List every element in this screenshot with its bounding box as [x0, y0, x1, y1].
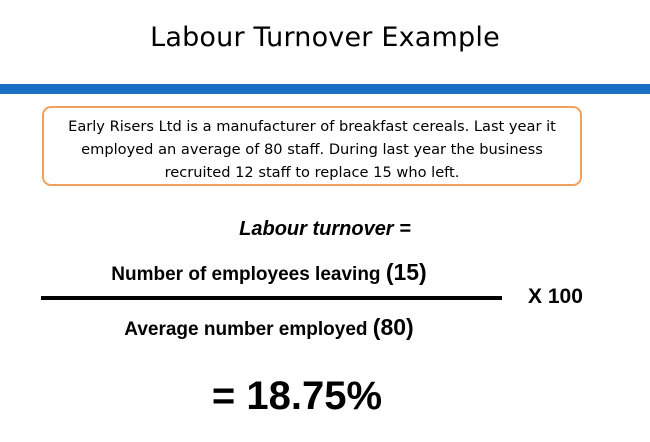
title-divider: [0, 84, 650, 94]
numerator-label: Number of employees leaving: [111, 264, 386, 285]
formula-numerator: [40, 259, 498, 286]
formula-denominator: [40, 314, 498, 341]
formula-title: Labour turnover =: [239, 218, 411, 240]
scenario-line: recruited 12 staff to replace 15 who left.: [164, 164, 460, 181]
formula-result: = 18.75%: [211, 374, 383, 418]
slide-title: Labour Turnover Example: [150, 22, 500, 53]
fraction-line: [41, 296, 502, 300]
formula-multiplier: X 100: [528, 285, 583, 308]
scenario-text: [50, 115, 574, 184]
denominator-label: Average number employed: [124, 319, 373, 340]
scenario-line: employed an average of 80 staff. During last year the business: [81, 141, 543, 158]
denominator-value: (80): [372, 314, 414, 340]
numerator-value: (15): [385, 259, 427, 285]
scenario-line: Early Risers Ltd is a manufacturer of breakfast cereals. Last year it: [68, 118, 556, 135]
